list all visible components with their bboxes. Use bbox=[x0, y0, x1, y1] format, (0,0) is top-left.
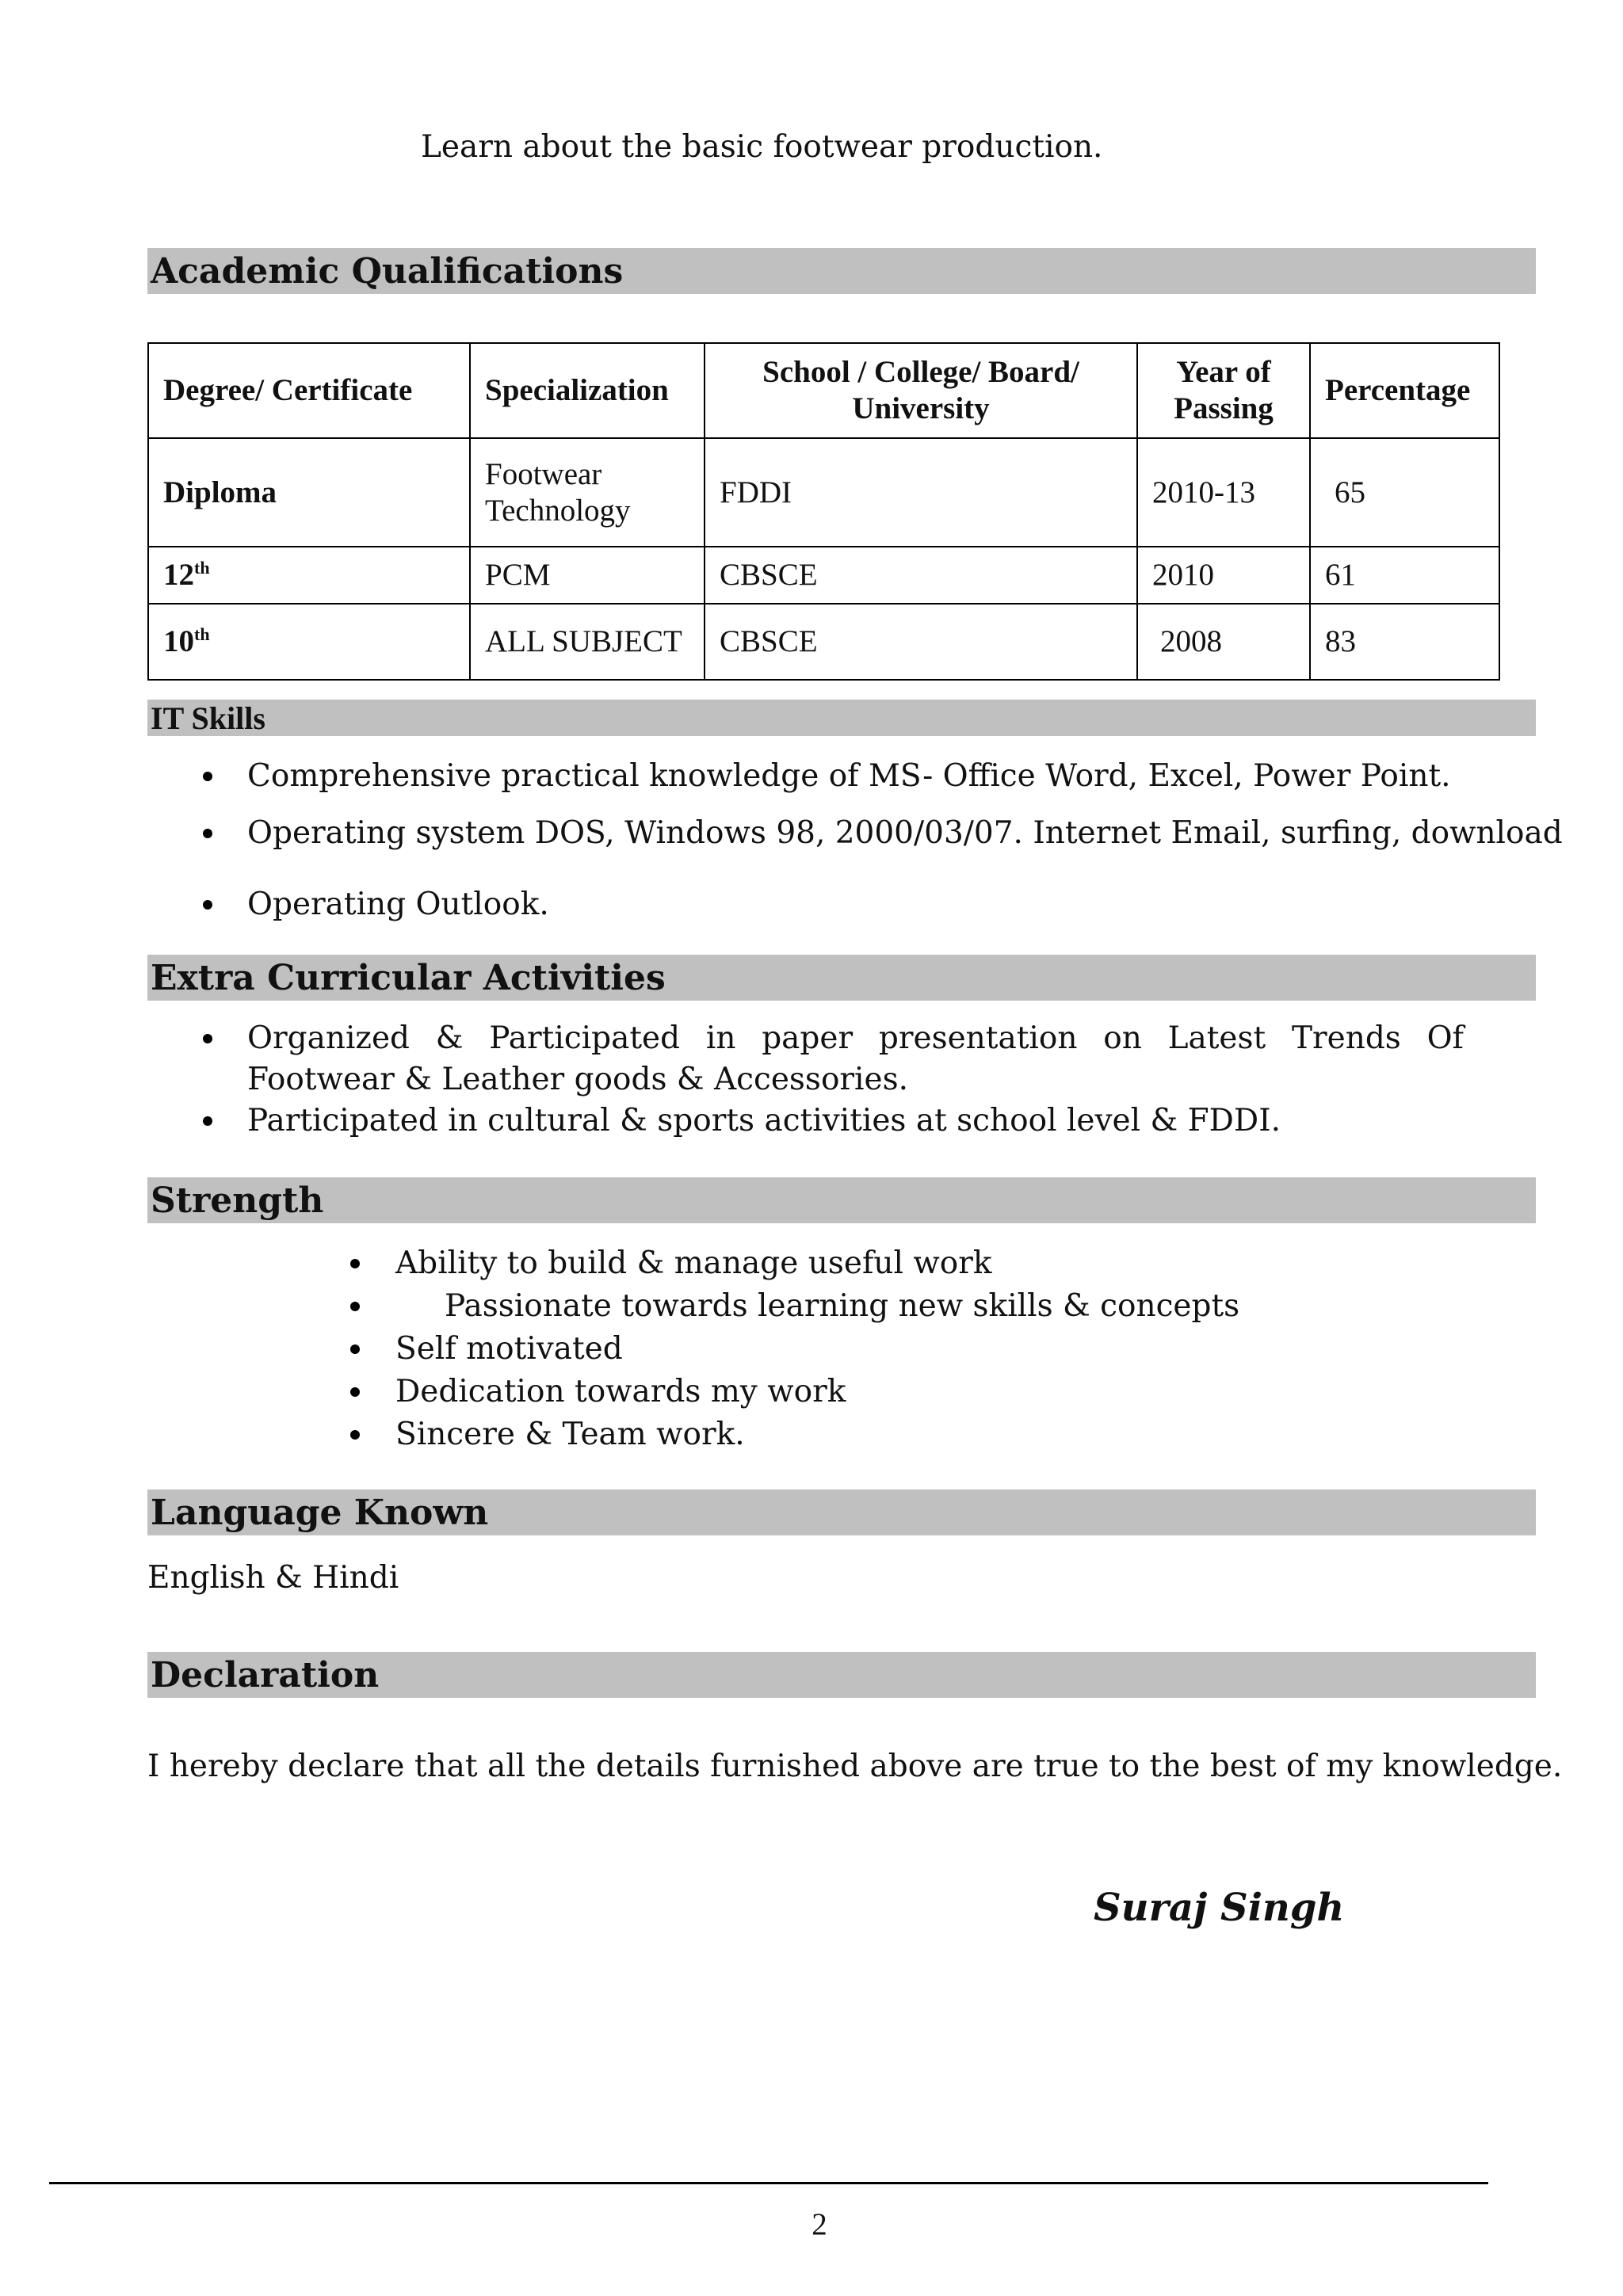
section-it-skills bbox=[147, 700, 1536, 736]
header-year: Year of Passing bbox=[1137, 343, 1310, 438]
list-item bbox=[247, 1100, 1464, 1142]
degree-text: 10 bbox=[163, 624, 194, 658]
list-item bbox=[395, 1371, 1346, 1413]
cell-percentage: 61 bbox=[1310, 547, 1499, 604]
list-item bbox=[247, 1018, 1464, 1100]
bullet-icon bbox=[203, 900, 212, 910]
section-heading: Strength bbox=[151, 1180, 324, 1221]
section-extra-curricular bbox=[147, 955, 1536, 1001]
table-header-row bbox=[148, 343, 1499, 438]
extra-curricular-list bbox=[247, 1018, 1464, 1142]
cell-degree bbox=[148, 547, 470, 604]
cell-specialization: PCM bbox=[470, 547, 705, 604]
bullet-icon bbox=[350, 1430, 360, 1440]
header-school: School / College/ Board/ University bbox=[705, 343, 1137, 438]
list-item-text: Comprehensive practical knowledge of MS- Office Word, Excel, Power Point. bbox=[247, 758, 1451, 794]
header-specialization: Specialization bbox=[470, 343, 705, 438]
page-number: 2 bbox=[812, 2207, 827, 2241]
list-item bbox=[395, 1285, 1346, 1328]
table-row bbox=[148, 604, 1499, 680]
section-strength bbox=[147, 1177, 1536, 1223]
list-item-text: Sincere & Team work. bbox=[395, 1417, 745, 1452]
bullet-icon bbox=[350, 1344, 360, 1354]
footer-divider bbox=[49, 2182, 1488, 2184]
cell-school: CBSCE bbox=[705, 547, 1137, 604]
cell-year: 2010 bbox=[1137, 547, 1310, 604]
cell-year: 2008 bbox=[1137, 604, 1310, 680]
list-item bbox=[247, 756, 1547, 813]
bullet-icon bbox=[203, 829, 212, 838]
cell-year: 2010-13 bbox=[1137, 438, 1310, 547]
cell-percentage: 65 bbox=[1310, 438, 1499, 547]
list-item bbox=[395, 1328, 1346, 1371]
bullet-icon bbox=[350, 1302, 360, 1311]
list-item-text: Ability to build & manage useful work bbox=[395, 1245, 992, 1281]
strength-list bbox=[395, 1242, 1346, 1456]
list-item-text: Passionate towards learning new skills & concepts bbox=[445, 1288, 1240, 1324]
bullet-icon bbox=[203, 1116, 212, 1126]
list-item-text: Participated in cultural & sports activities at school level & FDDI. bbox=[247, 1103, 1281, 1138]
cell-degree bbox=[148, 604, 470, 680]
cell-school: FDDI bbox=[705, 438, 1137, 547]
bullet-icon bbox=[203, 772, 212, 781]
list-item-text: Organized & Participated in paper presentation on Latest Trends Of Footwear & Leather goods & Accessories. bbox=[247, 1020, 1464, 1097]
bullet-icon bbox=[350, 1259, 360, 1268]
qualifications-table bbox=[147, 342, 1500, 681]
signature-name: Suraj Singh bbox=[1094, 1886, 1345, 1930]
list-item bbox=[395, 1413, 1346, 1456]
bullet-icon bbox=[350, 1387, 360, 1397]
cell-degree bbox=[148, 438, 470, 547]
cell-specialization: ALL SUBJECT bbox=[470, 604, 705, 680]
section-heading: Academic Qualifications bbox=[151, 251, 624, 292]
section-declaration bbox=[147, 1652, 1536, 1698]
degree-superscript: th bbox=[194, 624, 210, 644]
header-degree: Degree/ Certificate bbox=[148, 343, 470, 438]
table-row bbox=[148, 547, 1499, 604]
section-language-known bbox=[147, 1489, 1536, 1535]
languages-text: English & Hindi bbox=[147, 1560, 399, 1596]
section-heading: Declaration bbox=[151, 1655, 380, 1695]
list-item bbox=[247, 884, 1547, 925]
degree-superscript: th bbox=[194, 558, 210, 578]
list-item bbox=[247, 813, 1563, 884]
degree-text: 12 bbox=[163, 558, 194, 592]
list-item-text: Operating Outlook. bbox=[247, 887, 549, 922]
list-item bbox=[395, 1242, 1346, 1285]
list-item-text: Dedication towards my work bbox=[395, 1374, 846, 1409]
it-skills-list bbox=[247, 756, 1563, 925]
intro-line: Learn about the basic footwear production. bbox=[421, 129, 1103, 165]
degree-text: Diploma bbox=[163, 475, 277, 509]
header-percentage: Percentage bbox=[1310, 343, 1499, 438]
section-heading: IT Skills bbox=[151, 700, 265, 736]
declaration-text: I hereby declare that all the details furnished above are true to the best of my knowledge. bbox=[147, 1749, 1563, 1784]
cell-specialization: Footwear Technology bbox=[470, 438, 705, 547]
bullet-icon bbox=[203, 1034, 212, 1043]
table-row bbox=[148, 438, 1499, 547]
list-item-text: Operating system DOS, Windows 98, 2000/03/07. Internet Email, surfing, download bbox=[247, 815, 1563, 851]
list-item-text: Self motivated bbox=[395, 1331, 623, 1367]
cell-percentage: 83 bbox=[1310, 604, 1499, 680]
section-heading: Language Known bbox=[151, 1493, 489, 1533]
section-heading: Extra Curricular Activities bbox=[151, 958, 666, 998]
section-academic-qualifications bbox=[147, 248, 1536, 294]
cell-school: CBSCE bbox=[705, 604, 1137, 680]
